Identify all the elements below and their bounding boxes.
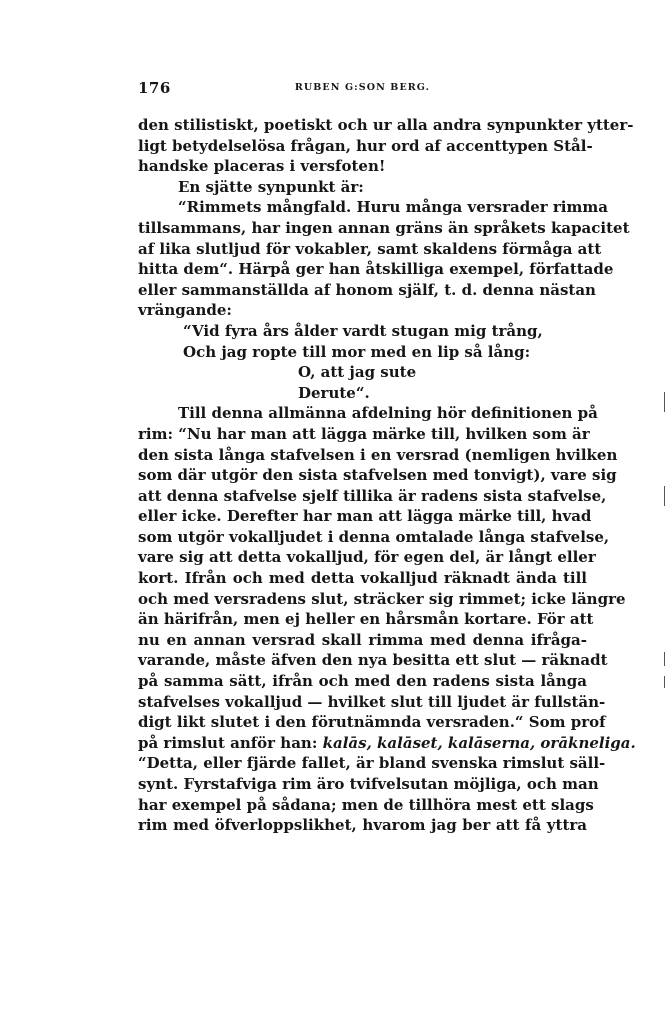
text-line: handske placeras i versfoten! bbox=[138, 157, 386, 176]
text-line: kort. Ifrån och med detta vokalljud räknadt ända till bbox=[138, 569, 587, 588]
text-line: som utgör vokalljudet i denna omtalade långa stafvelse, bbox=[138, 527, 610, 546]
running-head: RUBEN G:SON BERG. bbox=[294, 82, 431, 93]
text-line: synt. Fyrstafviga rim äro tvifvelsutan möjliga, och man bbox=[138, 775, 599, 793]
text-line: En sjätte synpunkt är: bbox=[178, 177, 364, 196]
text-line: varande, måste äfven den nya besitta ett slut — räknadt bbox=[138, 651, 608, 670]
verse-line: O, att jag sute bbox=[298, 363, 417, 382]
text-line: vare sig att detta vokalljud, för egen del, är långt eller bbox=[138, 548, 596, 567]
page-header bbox=[138, 79, 587, 99]
text-line: stafvelses vokalljud — hvilket slut till ljudet är fullstän- bbox=[138, 692, 606, 711]
text-line: vrängande: bbox=[138, 301, 232, 320]
verse-line: “Vid fyra års ålder vardt stugan mig trång, bbox=[183, 321, 543, 340]
text-line: tillsammans, har ingen annan gräns än språkets kapacitet bbox=[138, 218, 630, 237]
text-line: eller sammanställda af honom själf, t. d. denna nästan bbox=[138, 280, 596, 299]
text-line bbox=[138, 733, 636, 754]
italic-examples: kalās, kalāset, kalāserna, orākneliga. bbox=[322, 733, 636, 752]
page-number: 176 bbox=[138, 79, 171, 97]
text-line: rim med öfverloppslikhet, hvarom jag ber att få yttra bbox=[138, 816, 587, 835]
body-text bbox=[138, 115, 636, 836]
text-line: och med versradens slut, sträcker sig rimmet; icke längre bbox=[138, 589, 626, 608]
scan-margin-mark bbox=[664, 392, 665, 412]
text-line: rim: “Nu har man att lägga märke till, hvilken som är bbox=[138, 424, 590, 443]
verse-line: Derute“. bbox=[298, 383, 370, 402]
text-line: på samma sätt, ifrån och med den radens sista långa bbox=[138, 672, 587, 691]
text-line: Till denna allmänna afdelning hör definitionen på bbox=[178, 404, 598, 423]
text-line: ligt betydelselösa frågan, hur ord af accenttypen Stål- bbox=[138, 136, 593, 155]
text-line: af lika slutljud för vokabler, samt skaldens förmåga att bbox=[138, 239, 602, 258]
text-line: att denna stafvelse sjelf tillika är radens sista stafvelse, bbox=[138, 486, 607, 505]
text-line: nu en annan versrad skall rimma med denna ifråga- bbox=[138, 630, 587, 649]
scan-margin-mark bbox=[664, 486, 665, 506]
text-line: “Rimmets mångfald. Huru många versrader rimma bbox=[178, 198, 608, 217]
text-line: den stilistiskt, poetiskt och ur alla andra synpunkter ytter- bbox=[138, 116, 634, 134]
text-line: digt likt slutet i den förutnämnda versraden.“ Som prof bbox=[138, 713, 606, 732]
text-line: eller icke. Derefter har man att lägga märke till, hvad bbox=[138, 507, 592, 526]
text-line: hitta dem“. Härpå ger han åtskilliga exempel, författade bbox=[138, 260, 614, 279]
text-line: har exempel på sådana; men de tillhöra mest ett slags bbox=[138, 795, 594, 814]
scan-margin-mark bbox=[664, 676, 665, 688]
text-line: den sista långa stafvelsen i en versrad (nemligen hvilken bbox=[138, 445, 618, 464]
text-fragment: på rimslut anför han: bbox=[138, 733, 318, 752]
text-line: som där utgör den sista stafvelsen med tonvigt), vare sig bbox=[138, 466, 617, 485]
text-line: “Detta, eller fjärde fallet, är bland svenska rimslut säll- bbox=[138, 754, 606, 773]
verse-line: Och jag ropte till mor med en lip så lång: bbox=[183, 342, 531, 361]
scan-margin-mark bbox=[664, 652, 665, 666]
text-line: än härifrån, men ej heller en hårsmån kortare. För att bbox=[138, 610, 594, 629]
